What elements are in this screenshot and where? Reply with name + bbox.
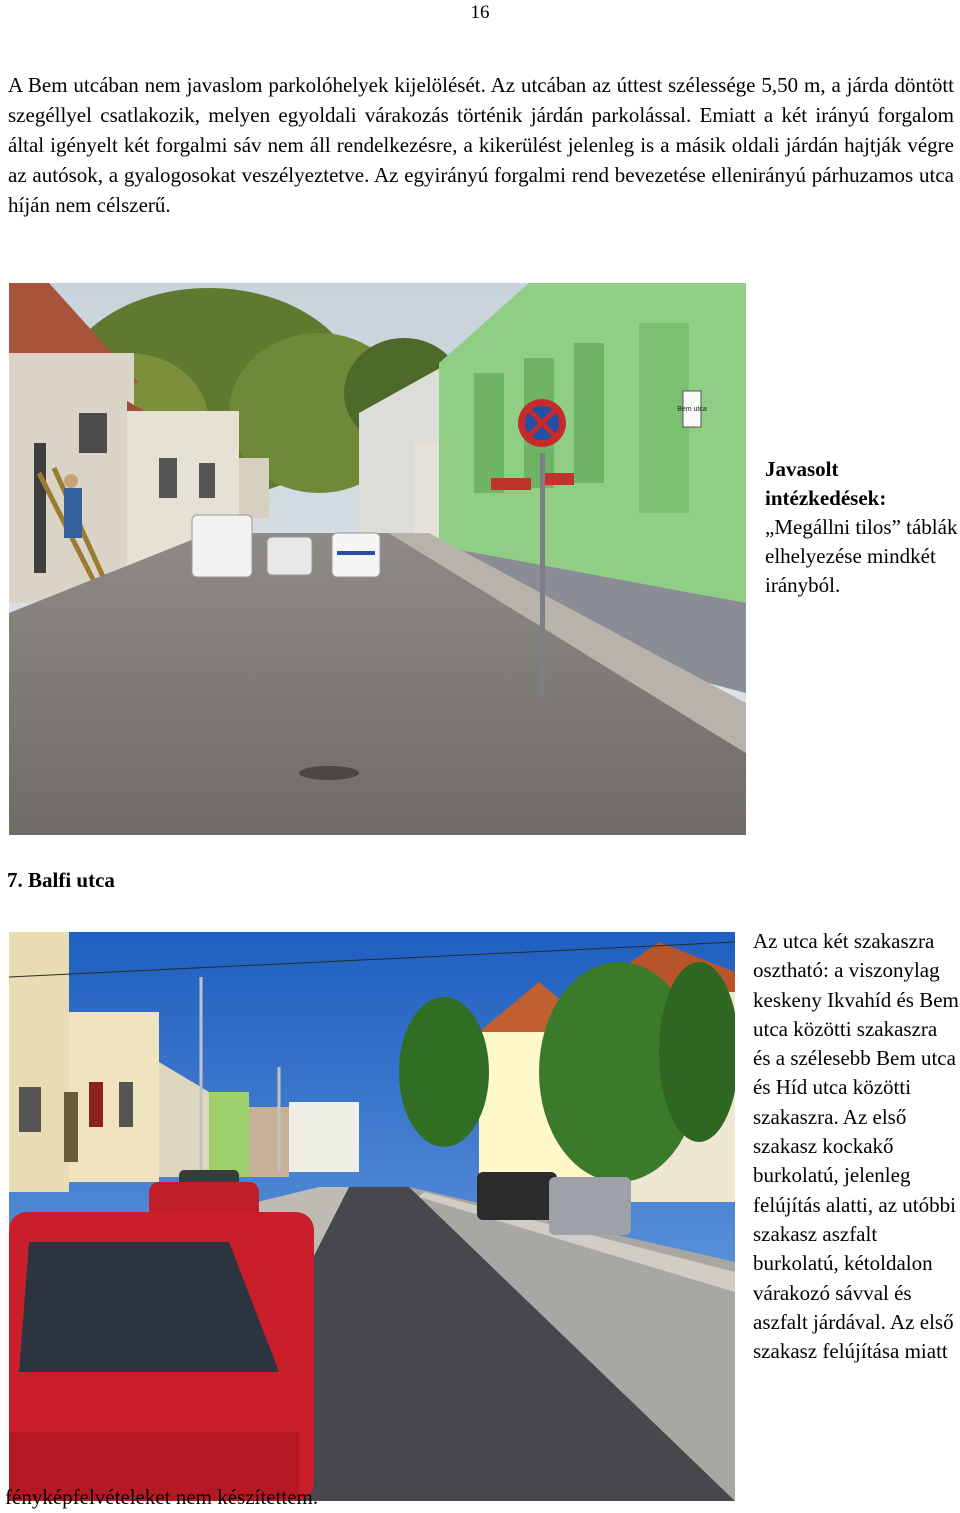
measures-heading-line1: Javasolt [765,457,839,481]
page-number: 16 [470,2,490,23]
balfi-description: Az utca két szakaszra osztható: a viszonylag keskeny Ikvahíd és Bem utca közötti szakaszra és a szélesebb Bem utca és Híd utca közötti szakaszra. Az első szakasz kockakő burkolatú, jelenleg felújítás alatti, az utóbbi szakasz aszfalt burkolatú, kétoldalon várakozó sávval és aszfalt járdával. Az első szakasz felújítása miatt [753,929,959,1364]
street-sign-text: Bem utca [677,406,707,413]
balfi-street-photo [9,932,735,1501]
measures-heading-line2: intézkedések: [765,486,887,510]
proposed-measures [765,455,960,600]
balfi-continuation: fényképfelvételeket nem készítettem. [5,1485,319,1509]
intro-paragraph: A Bem utcában nem javaslom parkolóhelyek kijelölését. Az utcában az úttest szélessége 5,50 m, a járda döntött szegéllyel csatlakozik, melyen egyoldali várakozás történik járdán parkolással. Emiatt a két irányú forgalom által igényelt két forgalmi sáv nem áll rendelkezésre, a kikerülést jelenleg is a másik oldali járdán hajtják végre az autósok, a gyalogosokat veszélyeztetve. Az egyirányú forgalmi rend bevezetése ellenirányú párhuzamos utca híján nem célszerű. [8,73,954,217]
bem-street-photo [9,283,746,835]
section-heading: 7. Balfi utca [7,868,115,892]
measures-text: „Megállni tilos” táblák elhelyezése mindkét irányból. [765,515,958,597]
